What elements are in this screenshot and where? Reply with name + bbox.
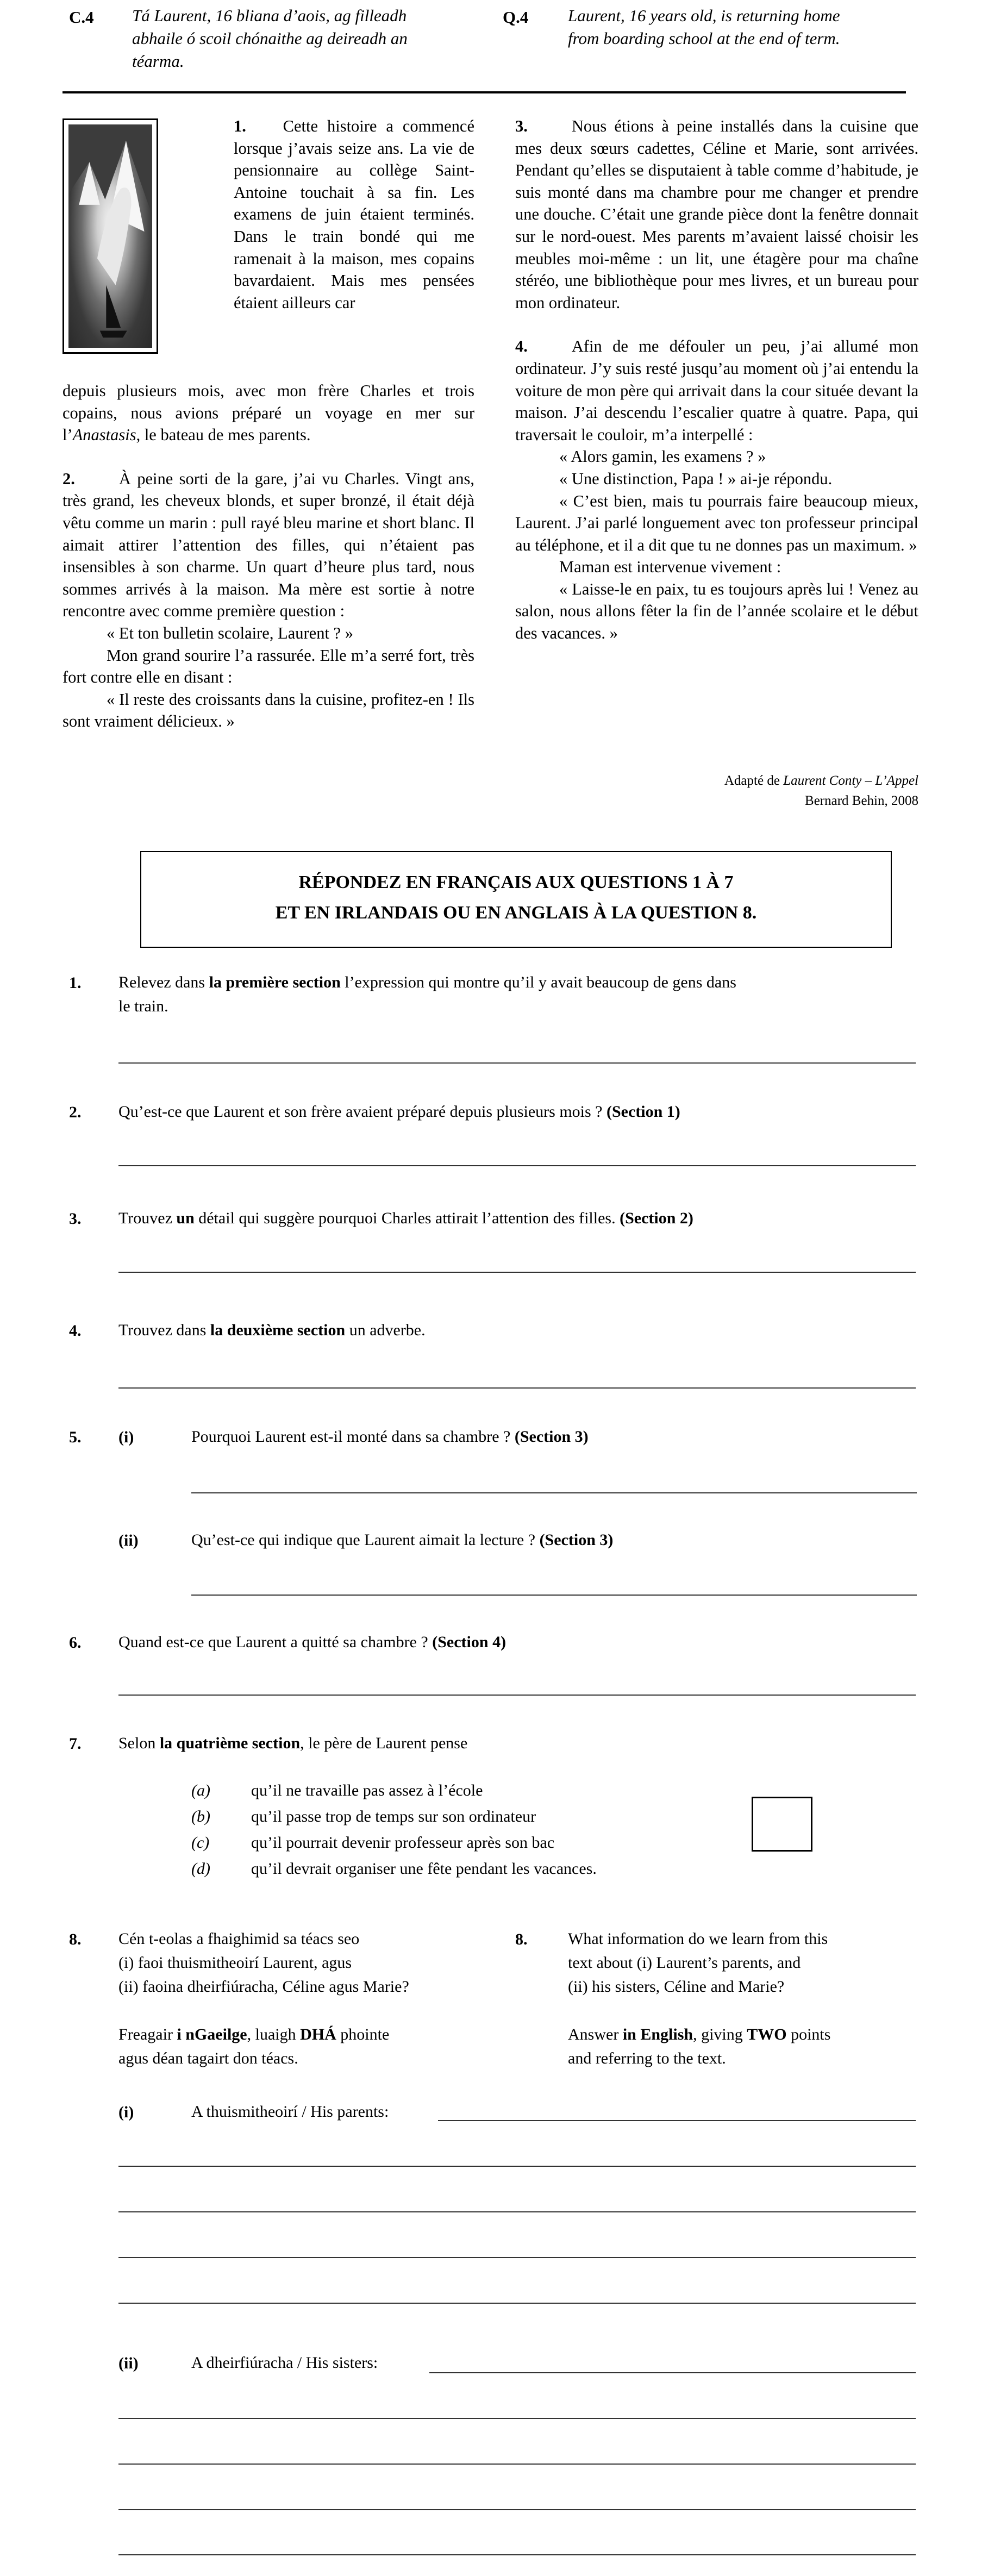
question-5i-text: Pourquoi Laurent est-il monté dans sa chambre ? (Section 3)	[191, 1428, 589, 1446]
question-8i-answer-line-5[interactable]	[118, 2303, 916, 2304]
passage-right-column: 3. Nous étions à peine installés dans la cuisine que mes deux sœurs cadettes, Céline et Marie, sont arrivées. Pendant qu’elles se disputaient à table comme d’habitude, je suis monté dans ma chambre pour me changer et prendre une douche. C’était une grande pièce dont la fenêtre donnait sur le nord-ouest. Mes parents m’avaient laissé choisir les meubles moi-même : un lit, une étagère pour ma chaîne stéréo, une bibliothèque pour mes livres, et un bureau pour mon ordinateur. 4. Afin de me défouler un peu, j’ai allumé mon ordinateur. J’y suis resté jusqu’au moment où j’ai entendu la voiture de mon père qui arrivait dans la cour située devant la maison. J’ai descendu l’escalier quatre à quatre. Papa, qui traversait le couloir, m’a interpellé : « Alors gamin, les examens ? » « Une distinction, Papa ! » ai-je répondu. « C’est bien, mais tu pourrais faire beaucoup mieux, Laurent. J’ai parlé longuement avec ton professeur principal au téléphone, et il a dit que tu ne donnes pas un maximum. » Maman est intervenue vivement : « Laisse-le en paix, tu es toujours après lui ! Venez au salon, nous allons fêter la fin de l’année scolaire et le début des vacances. »	[515, 115, 918, 645]
question-5i-answer-line[interactable]	[191, 1492, 917, 1493]
question-8ii-answer-line-5[interactable]	[118, 2554, 916, 2555]
english-intro: Laurent, 16 years old, is returning home from boarding school at the end of term.	[568, 6, 840, 48]
question-6-text: Quand est-ce que Laurent a quitté sa chambre ? (Section 4)	[118, 1633, 506, 1651]
question-7-text: Selon la quatrième section, le père de Laurent pense	[118, 1734, 468, 1752]
question-8-irish-text: Cén t-eolas a fhaighimid sa téacs seo (i) faoi thuismitheoirí Laurent, agus (ii) faoina dheirfiúracha, Céline agus Marie? Freagair i nGaeilge, luaigh DHÁ phointe agus déan tagairt don téacs.	[118, 1930, 409, 2067]
question-3-text: Trouvez un détail qui suggère pourquoi Charles attirait l’attention des filles. (Section 2)	[118, 1209, 693, 1227]
question-5i-label: (i)	[118, 1428, 134, 1446]
question-4-text: Trouvez dans la deuxième section un adverbe.	[118, 1321, 426, 1339]
question-4-answer-line[interactable]	[118, 1387, 916, 1389]
question-3-number: 3.	[69, 1210, 82, 1228]
question-7-number: 7.	[69, 1735, 82, 1753]
question-8ii-answer-line-3[interactable]	[118, 2464, 916, 2465]
question-8-english-number: 8.	[515, 1930, 528, 1948]
question-8ii-answer-line-1[interactable]	[429, 2372, 916, 2373]
question-1-text: Relevez dans la première section l’expression qui montre qu’il y avait beaucoup de gens dans le train.	[118, 973, 736, 1015]
passage-section-1-continued: depuis plusieurs mois, avec mon frère Charles et trois copains, nous avions préparé un voyage en mer sur l’Anastasis, le bateau de mes parents. 2. À peine sorti de la gare, j’ai vu Charles. Vingt ans, très grand, les cheveux blonds, et super bronzé, il était déjà vêtu comme un marin : pull rayé bleu marine et short blanc. Il aimait attirer l’attention des filles, qui n’étaient pas insensibles à son charme. Un quart d’heure plus tard, nous sommes arrivés à la maison. Ma mère est sortie à notre rencontre avec comme première question : « Et ton bulletin scolaire, Laurent ? » Mon grand sourire l’a rassurée. Elle m’a serré fort, très fort contre elle en disant : « Il reste des croissants dans la cuisine, profitez-en ! Ils sont vraiment délicieux. »	[62, 382, 474, 731]
passage-section-1-wrap: 1. Cette histoire a commencé lorsque j’avais seize ans. La vie de pensionnaire au collège Saint-Antoine touchait à sa fin. Les examens de juin étaient terminés. Dans le train bondé qui me ramenait à la maison, mes copains bavardaient. Mais mes pensées étaient ailleurs car	[234, 117, 474, 312]
option-a-label: (a)	[191, 1781, 210, 1799]
question-8ii-label: (ii)	[118, 2354, 139, 2372]
source-credit: Adapté de Laurent Conty – L’Appel Bernard Behin, 2008	[724, 773, 918, 808]
question-1-answer-line[interactable]	[118, 1062, 916, 1064]
question-8i-label: (i)	[118, 2103, 134, 2121]
option-b-label: (b)	[191, 1808, 210, 1825]
question-5ii-label: (ii)	[118, 1531, 139, 1549]
option-c-label: (c)	[191, 1834, 210, 1852]
instructions-box: RÉPONDEZ EN FRANÇAIS AUX QUESTIONS 1 À 7 ET EN IRLANDAIS OU EN ANGLAIS À LA QUESTION 8.	[140, 851, 892, 948]
option-d-label: (d)	[191, 1860, 210, 1878]
question-2-text: Qu’est-ce que Laurent et son frère avaient préparé depuis plusieurs mois ? (Section 1)	[118, 1103, 680, 1121]
question-5ii-answer-line[interactable]	[191, 1595, 917, 1596]
passage-section-4: 4. Afin de me défouler un peu, j’ai allumé mon ordinateur. J’y suis resté jusqu’au moment où j’ai entendu la voiture de mon père qui arrivait dans la cour située devant la maison. J’ai descendu l’escalier quatre à quatre. Papa, qui traversait le couloir, m’a interpellé :	[515, 337, 918, 444]
question-5ii-text: Qu’est-ce qui indique que Laurent aimait la lecture ? (Section 3)	[191, 1531, 614, 1549]
question-8i-answer-line-3[interactable]	[118, 2211, 916, 2212]
story-illustration	[62, 118, 158, 354]
question-8i-answer-line-4[interactable]	[118, 2257, 916, 2258]
question-8-irish-number: 8.	[69, 1930, 82, 1948]
question-4-number: 4.	[69, 1322, 82, 1340]
question-8i-answer-line-1[interactable]	[438, 2120, 916, 2121]
question-5-number: 5.	[69, 1428, 82, 1446]
question-3-answer-line[interactable]	[118, 1272, 916, 1273]
passage-section-2: 2. À peine sorti de la gare, j’ai vu Charles. Vingt ans, très grand, les cheveux blonds, et super bronzé, il était déjà vêtu comme un marin : pull rayé bleu marine et short blanc. Il aimait attirer l’attention des filles, qui n’étaient pas insensibles à son charme. Un quart d’heure plus tard, nous sommes arrivés à la maison. Ma mère est sortie à notre rencontre avec comme première question :	[62, 469, 474, 621]
passage-section-3: 3. Nous étions à peine installés dans la cuisine que mes deux sœurs cadettes, Céline et Marie, sont arrivées. Pendant qu’elles se disputaient à table comme d’habitude, je suis monté dans ma chambre pour me changer et prendre une douche. C’était une grande pièce dont la fenêtre donnait sur le nord-ouest. Mes parents m’avaient laissé choisir les meubles moi-même : un lit, une étagère pour ma chaîne stéréo, une bibliothèque pour mes livres, et un bureau pour mon ordinateur.	[515, 117, 918, 312]
hand-mountains-sailboat-icon	[68, 124, 152, 348]
option-c-text: qu’il pourrait devenir professeur après son bac	[251, 1834, 555, 1852]
question-2-number: 2.	[69, 1103, 82, 1121]
question-8i-answer-line-2[interactable]	[118, 2166, 916, 2167]
irish-question-label: C.4	[69, 8, 94, 27]
question-8ii-prompt: A dheirfiúracha / His sisters:	[191, 2354, 378, 2372]
header-divider	[62, 91, 906, 93]
question-7-answer-box[interactable]	[752, 1797, 812, 1852]
question-8ii-answer-line-4[interactable]	[118, 2509, 916, 2510]
question-8-english-text: What information do we learn from this text about (i) Laurent’s parents, and (ii) his sisters, Céline and Marie? Answer in English, giving TWO points and referring to the text.	[568, 1930, 831, 2067]
question-6-answer-line[interactable]	[118, 1695, 916, 1696]
question-8i-prompt: A thuismitheoirí / His parents:	[191, 2103, 389, 2121]
irish-intro: Tá Laurent, 16 bliana d’aois, ag filleadh abhaile ó scoil chónaithe ag deireadh an téarma.	[132, 6, 408, 71]
question-8ii-answer-line-2[interactable]	[118, 2418, 916, 2419]
question-2-answer-line[interactable]	[118, 1165, 916, 1166]
option-d-text: qu’il devrait organiser une fête pendant les vacances.	[251, 1860, 597, 1878]
question-6-number: 6.	[69, 1634, 82, 1652]
option-a-text: qu’il ne travaille pas assez à l’école	[251, 1781, 483, 1799]
option-b-text: qu’il passe trop de temps sur son ordinateur	[251, 1808, 536, 1825]
english-question-label: Q.4	[503, 8, 529, 27]
question-1-number: 1.	[69, 974, 82, 992]
